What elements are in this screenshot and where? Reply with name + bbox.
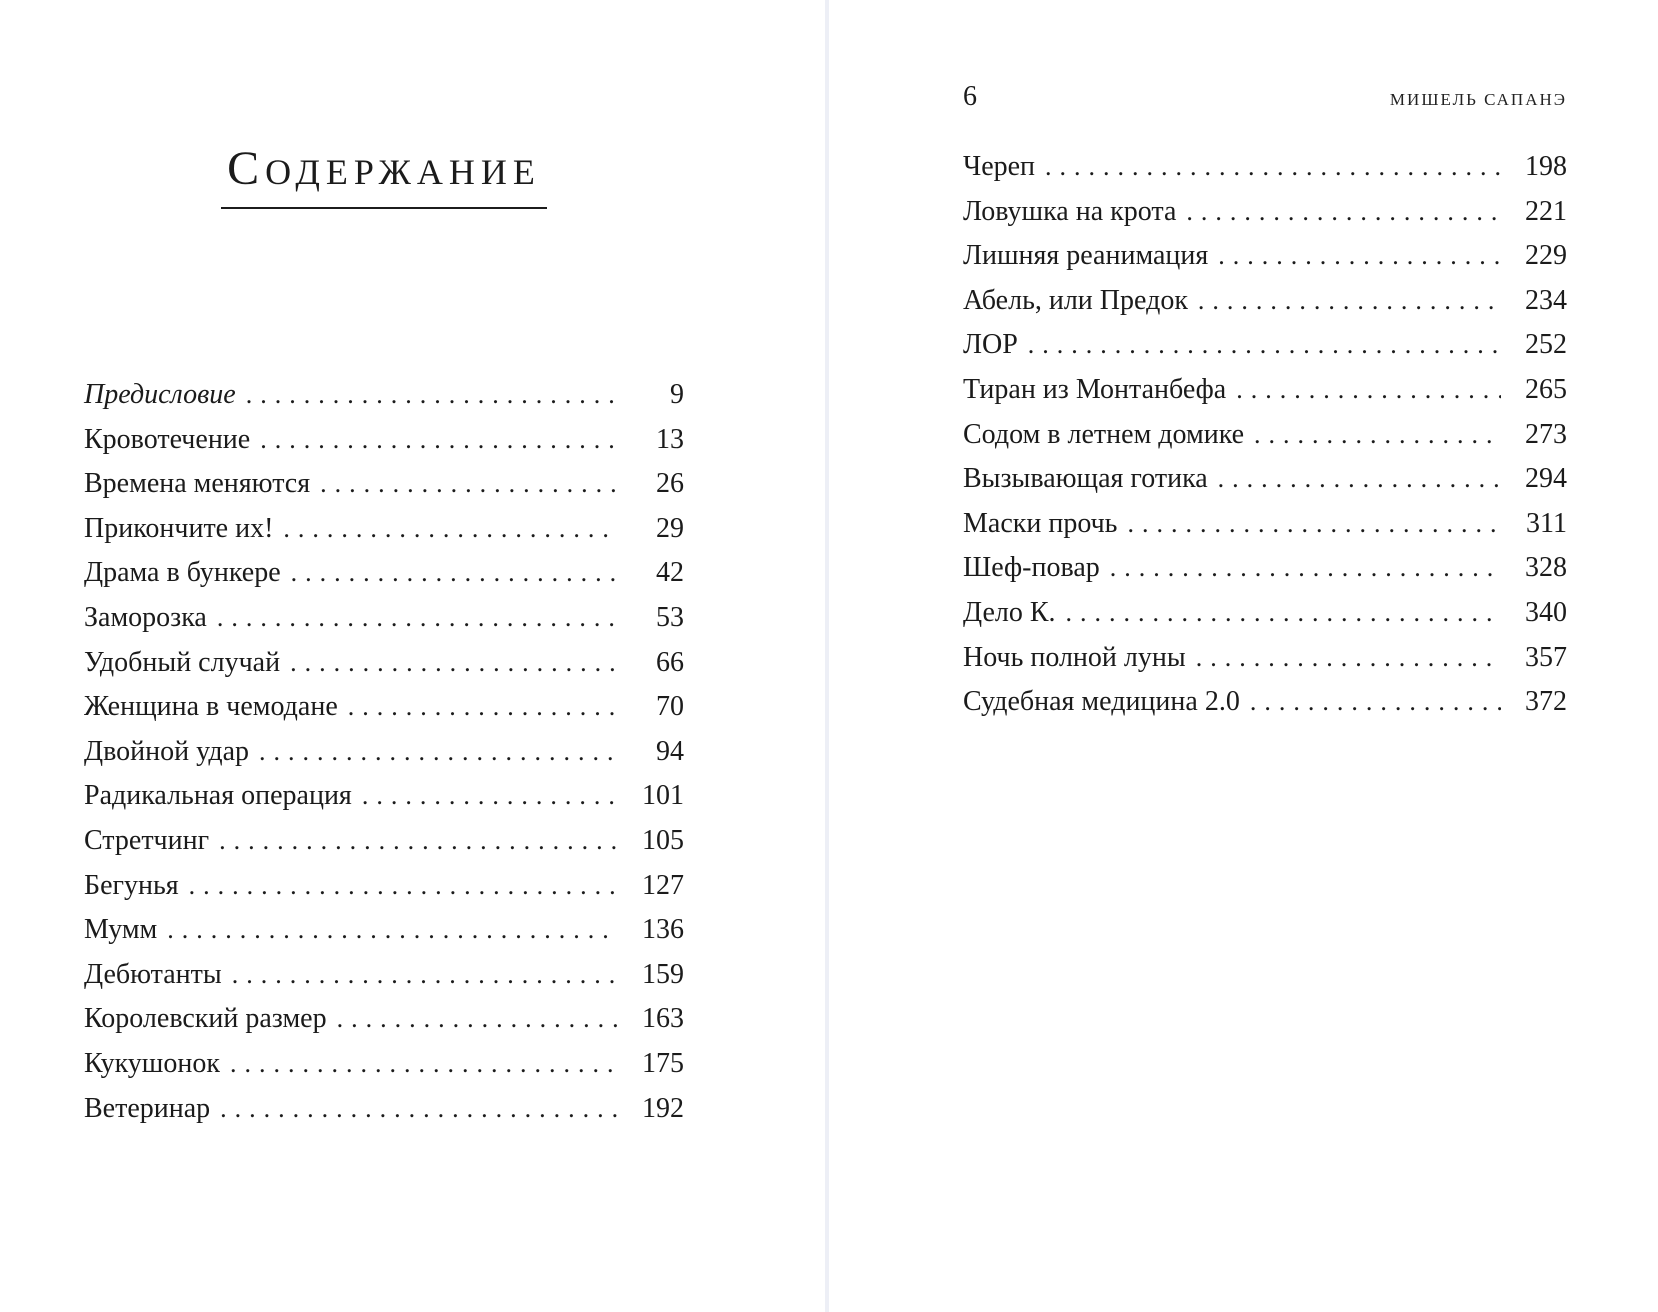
- dot-leader: [1250, 680, 1501, 725]
- toc-entry-title: Ветеринар: [84, 1092, 211, 1124]
- toc-entry-page-number: 136: [642, 914, 684, 946]
- dot-leader: [259, 730, 618, 775]
- toc-entry-page-number: 221: [1525, 195, 1567, 227]
- toc-entry-title: Содом в летнем домике: [963, 418, 1245, 450]
- toc-entry-row: [963, 413, 1567, 458]
- toc-entry-row: [84, 462, 684, 507]
- toc-entry-title: Предисловие: [84, 379, 236, 410]
- toc-entry-page-number: 294: [1525, 463, 1567, 495]
- dot-leader: [1186, 190, 1501, 235]
- dot-leader: [217, 596, 618, 641]
- toc-entry-page-number: 192: [642, 1092, 684, 1124]
- toc-entry-title: Вызывающая готика: [963, 463, 1208, 495]
- toc-entry-page-number: 311: [1526, 507, 1567, 539]
- toc-entry-row: [84, 864, 684, 909]
- dot-leader: [1028, 323, 1501, 368]
- toc-entry-page-number: 159: [642, 958, 684, 990]
- dot-leader: [1127, 502, 1501, 547]
- toc-entry-title: Стретчинг: [84, 824, 210, 856]
- toc-entry-page-number: 9: [670, 379, 684, 410]
- dot-leader: [320, 462, 618, 507]
- toc-entry-page-number: 265: [1525, 373, 1567, 405]
- toc-entry-row: [84, 373, 684, 418]
- dot-leader: [260, 418, 618, 463]
- dot-leader: [291, 551, 618, 596]
- toc-entry-title: Прикончите их!: [84, 512, 274, 544]
- dot-leader: [167, 908, 618, 953]
- dot-leader: [362, 774, 618, 819]
- running-head-author: МИШЕЛЬ САПАНЭ: [1389, 90, 1567, 109]
- toc-entry-page-number: 234: [1525, 284, 1567, 316]
- toc-entry-title: Времена меняются: [84, 468, 311, 500]
- toc-entry-page-number: 372: [1525, 686, 1567, 718]
- toc-entry-page-number: 340: [1525, 596, 1567, 628]
- toc-entry-page-number: 198: [1525, 151, 1567, 182]
- toc-entry-title: Дебютанты: [84, 958, 222, 990]
- toc-entry-page-number: 175: [642, 1047, 684, 1079]
- toc-list-left: [84, 373, 684, 1131]
- toc-entry-row: [84, 685, 684, 730]
- toc-entry-row: [963, 502, 1567, 547]
- page-gutter-divider: [825, 0, 829, 1312]
- left-page: [84, 142, 684, 1131]
- dot-leader: [283, 507, 618, 552]
- dot-leader: [1218, 457, 1501, 502]
- dot-leader: [1254, 413, 1501, 458]
- toc-entry-row: [963, 145, 1567, 190]
- toc-entry-row: [963, 636, 1567, 681]
- toc-entry-page-number: 328: [1525, 552, 1567, 584]
- toc-entry-row: [84, 1042, 684, 1087]
- right-page-header: [963, 82, 1567, 115]
- toc-entry-row: [84, 551, 684, 596]
- right-page: [963, 82, 1567, 725]
- toc-entry-page-number: 127: [642, 869, 684, 901]
- dot-leader: [220, 1087, 618, 1132]
- toc-entry-row: [963, 234, 1567, 279]
- dot-leader: [1110, 546, 1501, 591]
- toc-entry-page-number: 105: [642, 824, 684, 856]
- dot-leader: [230, 1042, 618, 1087]
- toc-entry-page-number: 29: [656, 512, 684, 544]
- toc-entry-page-number: 26: [656, 468, 684, 500]
- dot-leader: [1196, 636, 1501, 681]
- toc-entry-title: Ловушка на крота: [963, 195, 1177, 227]
- toc-entry-row: [963, 323, 1567, 368]
- toc-entry-row: [84, 997, 684, 1042]
- dot-leader: [219, 819, 618, 864]
- toc-entry-row: [963, 368, 1567, 413]
- contents-title: [221, 142, 547, 209]
- toc-entry-page-number: 66: [656, 646, 684, 678]
- toc-entry-title: Шеф-повар: [963, 552, 1100, 584]
- toc-entry-row: [963, 546, 1567, 591]
- toc-entry-row: [84, 730, 684, 775]
- toc-entry-row: [84, 819, 684, 864]
- toc-entry-row: [84, 908, 684, 953]
- dot-leader: [1066, 591, 1501, 636]
- dot-leader: [232, 953, 618, 998]
- toc-entry-title: Драма в бункере: [84, 557, 281, 589]
- toc-entry-page-number: 273: [1525, 418, 1567, 450]
- toc-entry-page-number: 163: [642, 1003, 684, 1035]
- dot-leader: [1236, 368, 1501, 413]
- dot-leader: [290, 641, 618, 686]
- toc-entry-page-number: 94: [656, 735, 684, 767]
- toc-entry-title: Судебная медицина 2.0: [963, 686, 1240, 718]
- dot-leader: [246, 373, 618, 418]
- toc-entry-title: Королевский размер: [84, 1003, 327, 1035]
- toc-entry-title: Лишняя реанимация: [963, 240, 1209, 272]
- toc-entry-title: Бегунья: [84, 869, 179, 901]
- dot-leader: [337, 997, 618, 1042]
- toc-entry-row: [84, 507, 684, 552]
- contents-title-wrap: [84, 142, 684, 209]
- dot-leader: [1198, 279, 1501, 324]
- toc-entry-page-number: 70: [656, 691, 684, 723]
- toc-entry-title: Удобный случай: [84, 646, 281, 678]
- toc-entry-row: [84, 1087, 684, 1132]
- toc-entry-page-number: 229: [1525, 240, 1567, 272]
- toc-entry-row: [963, 279, 1567, 324]
- toc-entry-title: Кукушонок: [84, 1047, 220, 1079]
- toc-entry-page-number: 101: [642, 780, 684, 812]
- toc-list-right: [963, 145, 1567, 725]
- toc-entry-title: Череп: [963, 151, 1036, 182]
- toc-entry-title: Женщина в чемодане: [84, 691, 338, 723]
- toc-entry-title: Заморозка: [84, 601, 207, 633]
- toc-entry-title: Кровотечение: [84, 423, 251, 455]
- toc-entry-row: [84, 641, 684, 686]
- toc-entry-title: Мумм: [84, 914, 158, 946]
- folio-page-number: 6: [963, 81, 977, 112]
- contents-title-initial: С: [227, 142, 266, 195]
- contents-title-rest: ОДЕРЖАНИЕ: [265, 152, 541, 192]
- toc-entry-page-number: 42: [656, 557, 684, 589]
- toc-entry-title: ЛОР: [963, 329, 1018, 361]
- toc-entry-title: Тиран из Монтанбефа: [963, 373, 1227, 405]
- toc-entry-page-number: 53: [656, 601, 684, 633]
- toc-entry-row: [963, 190, 1567, 235]
- dot-leader: [189, 864, 618, 909]
- toc-entry-row: [84, 418, 684, 463]
- toc-entry-row: [963, 591, 1567, 636]
- toc-entry-page-number: 357: [1525, 641, 1567, 673]
- dot-leader: [348, 685, 618, 730]
- dot-leader: [1045, 145, 1501, 190]
- toc-entry-row: [963, 680, 1567, 725]
- toc-entry-title: Дело К.: [963, 596, 1056, 628]
- toc-entry-page-number: 252: [1525, 329, 1567, 361]
- toc-entry-title: Абель, или Предок: [963, 284, 1188, 316]
- toc-entry-row: [84, 774, 684, 819]
- toc-entry-title: Радикальная операция: [84, 780, 352, 812]
- toc-entry-row: [84, 953, 684, 998]
- toc-entry-page-number: 13: [656, 423, 684, 455]
- toc-entry-title: Двойной удар: [84, 735, 249, 767]
- toc-entry-title: Ночь полной луны: [963, 641, 1186, 673]
- dot-leader: [1218, 234, 1501, 279]
- toc-entry-row: [963, 457, 1567, 502]
- toc-entry-row: [84, 596, 684, 641]
- toc-entry-title: Маски прочь: [963, 507, 1118, 539]
